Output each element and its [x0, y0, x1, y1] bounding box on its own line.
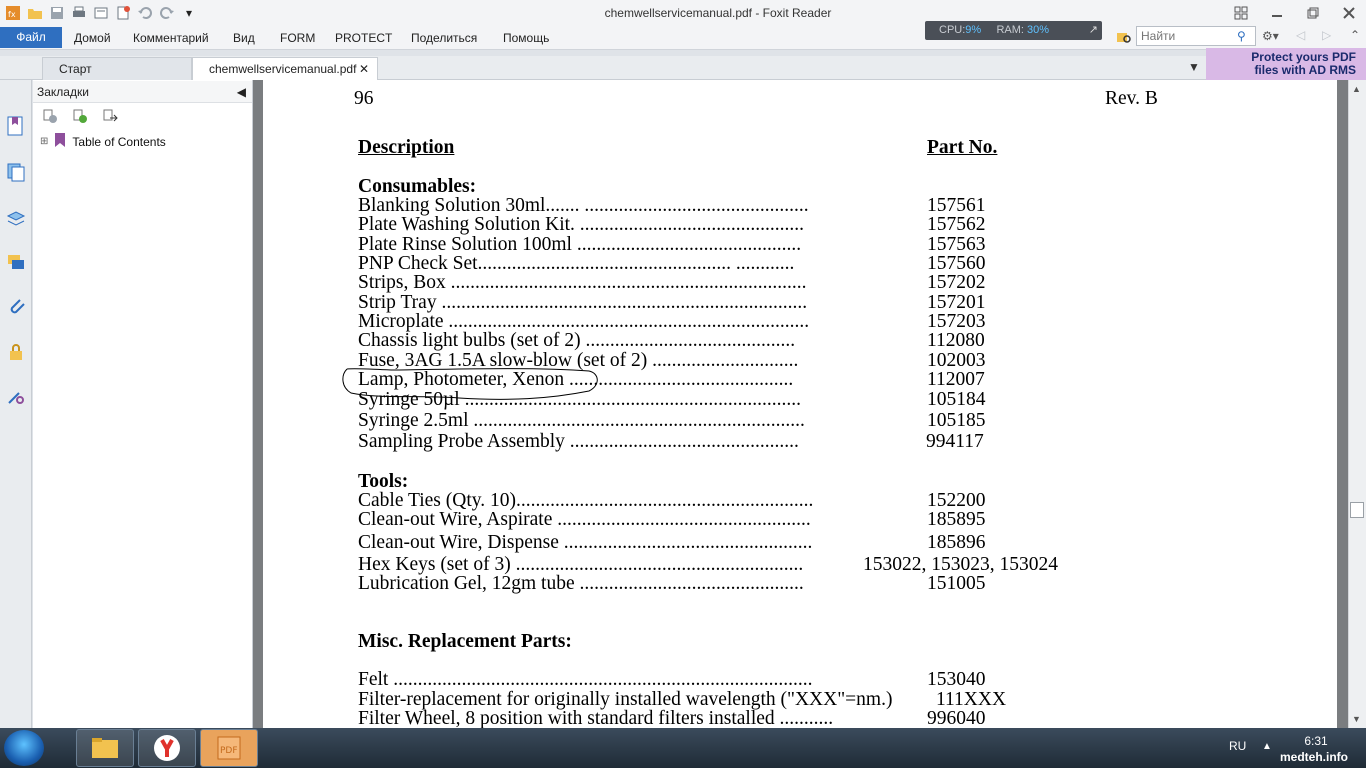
vertical-scrollbar[interactable] [1348, 80, 1366, 728]
part-row [358, 272, 1258, 292]
search-folder-icon[interactable] [1116, 29, 1132, 48]
tab-start[interactable] [42, 57, 192, 80]
part-description: Clean-out Wire, Dispense ................................................... [358, 532, 813, 553]
search-field[interactable] [1136, 26, 1256, 46]
ink-annotation[interactable] [339, 365, 601, 401]
bookmark-icon [54, 132, 66, 151]
tab-start-label: Старт [59, 62, 92, 76]
part-number: 112080 [927, 330, 985, 351]
forward-nav-icon[interactable]: ▷ [1322, 28, 1332, 42]
show-hidden-icons[interactable]: ▲ [1262, 741, 1272, 752]
part-description: Microplate .......................................................................... [358, 311, 810, 332]
part-number: 151005 [927, 573, 986, 594]
tab-document-label: chemwellservicemanual.pdf [209, 62, 357, 76]
menu-share[interactable]: Поделиться [411, 31, 478, 45]
search-input[interactable] [1141, 29, 1237, 43]
security-panel-icon[interactable] [4, 340, 28, 364]
part-number: 994117 [926, 431, 984, 452]
start-button[interactable] [4, 730, 44, 766]
revision: Rev. B [1105, 88, 1158, 109]
section-title: Consumables: [358, 176, 477, 197]
attachments-panel-icon[interactable] [4, 294, 28, 318]
layers-panel-icon[interactable] [4, 206, 28, 230]
svg-text:PDF: PDF [220, 746, 238, 756]
part-description: Felt ...................................................................................... [358, 669, 813, 690]
part-description: Blanking Solution 30ml....... .............................................. [358, 195, 809, 216]
part-number: 157560 [927, 253, 986, 274]
clock[interactable]: 6:31 [1304, 734, 1328, 748]
page-number: 96 [354, 88, 374, 109]
expand-bookmark-icon[interactable] [42, 108, 58, 127]
part-description: Strip Tray ........................................................................... [358, 292, 808, 313]
ram-label: RAM: [996, 24, 1024, 36]
part-number: 153040 [927, 669, 986, 690]
expand-icon[interactable]: ↗ [1088, 24, 1098, 36]
collapse-panel-icon[interactable]: ◀ [236, 85, 246, 99]
part-number: 102003 [927, 350, 986, 371]
part-number: 152200 [927, 490, 986, 511]
menu-home[interactable]: Домой [74, 31, 111, 45]
part-row [358, 195, 1258, 215]
rms-banner-line2: files with AD RMS [1254, 63, 1356, 77]
part-number: 105185 [927, 410, 986, 431]
tab-document[interactable] [192, 57, 378, 80]
part-number: 157561 [927, 195, 986, 216]
part-description: Plate Washing Solution Kit. .............................................. [358, 214, 805, 235]
menu-protect[interactable]: PROTECT [335, 31, 393, 45]
part-number: 157563 [927, 234, 986, 255]
part-row [358, 410, 1258, 430]
cpu-label: CPU: [939, 24, 966, 36]
part-description: Clean-out Wire, Aspirate .................................................... [358, 509, 811, 530]
part-row [358, 490, 1258, 510]
part-description: PNP Check Set.................................................... ............ [358, 253, 795, 274]
menu-file[interactable]: Файл [0, 27, 62, 48]
part-description: Lamp, Photometer, Xenon .............................................. [358, 369, 794, 390]
part-row [358, 689, 1258, 709]
tab-close-icon[interactable]: ✕ [358, 62, 369, 76]
part-description: Fuse, 3AG 1.5A slow-blow (set of 2) .............................. [358, 350, 799, 371]
pages-panel-icon[interactable] [4, 160, 28, 184]
bookmark-label: Table of Contents [72, 134, 166, 149]
part-description: Plate Rinse Solution 100ml .............................................. [358, 234, 802, 255]
part-number: 157202 [927, 272, 986, 293]
part-row [358, 292, 1258, 312]
part-row [358, 509, 1258, 529]
taskbar-explorer[interactable] [76, 729, 134, 767]
part-number: 185895 [927, 509, 986, 530]
taskbar-foxit-reader[interactable] [200, 729, 258, 767]
scroll-down-icon[interactable]: ▼ [1352, 714, 1361, 724]
part-number: 185896 [927, 532, 986, 553]
menu-help[interactable]: Помощь [503, 31, 550, 45]
part-row [358, 234, 1258, 254]
column-header-part-number: Part No. [927, 137, 998, 158]
part-number: 157562 [927, 214, 986, 235]
menu-comment[interactable]: Комментарий [133, 31, 209, 45]
signatures-panel-icon[interactable] [4, 384, 28, 408]
ribbon-collapse-icon[interactable]: ⌃ [1350, 28, 1361, 42]
close-icon[interactable] [1336, 4, 1362, 22]
goto-bookmark-icon[interactable] [102, 108, 118, 127]
rms-banner[interactable] [1206, 48, 1366, 80]
bookmarks-header [33, 81, 252, 103]
language-indicator[interactable]: RU [1229, 739, 1247, 753]
watermark: medteh.info [1280, 750, 1348, 764]
part-number: 996040 [927, 708, 986, 728]
part-number: 111XXX [936, 689, 1007, 710]
comments-panel-icon[interactable] [4, 250, 28, 274]
tab-list-dropdown-icon[interactable]: ▼ [1188, 60, 1200, 74]
add-bookmark-icon[interactable] [72, 108, 88, 127]
part-description: Strips, Box ......................................................................... [358, 272, 807, 293]
bookmarks-toolbar [42, 108, 118, 127]
part-row [358, 669, 1258, 689]
navigation-rail [0, 80, 32, 728]
part-row [358, 311, 1258, 331]
window-controls [1228, 4, 1362, 22]
menu-view[interactable]: Вид [233, 31, 255, 45]
taskbar-yandex-browser[interactable] [138, 729, 196, 767]
tree-expand-icon[interactable]: ⊞ [40, 136, 49, 147]
cpu-value: 9% [965, 24, 982, 36]
part-description: Syringe 50µl ..................................................................... [358, 389, 801, 410]
rms-banner-line1: Protect yours PDF [1251, 50, 1356, 64]
section-title: Misc. Replacement Parts: [358, 631, 572, 652]
bookmarks-panel-icon[interactable] [4, 114, 28, 138]
yandex-browser-icon [153, 734, 181, 762]
part-row [358, 532, 1258, 552]
part-description: Filter-replacement for originally installed wavelength ("XXX"=nm.) [358, 689, 893, 710]
part-number: 112007 [927, 369, 985, 390]
bookmarks-title: Закладки [37, 85, 89, 99]
minimize-icon[interactable] [1264, 4, 1290, 22]
performance-widget [925, 21, 1102, 40]
section-title: Tools: [358, 471, 409, 492]
settings-gear-icon[interactable]: ⚙▾ [1262, 29, 1279, 43]
part-row [358, 708, 1258, 728]
bookmark-item-toc[interactable] [40, 132, 166, 151]
part-description: Lubrication Gel, 12gm tube .............................................. [358, 573, 804, 594]
scroll-up-icon[interactable]: ▲ [1352, 84, 1361, 94]
part-description: Cable Ties (Qty. 10)............................................................. [358, 490, 814, 511]
foxit-pdf-icon [215, 734, 243, 762]
part-row [358, 214, 1258, 234]
part-row [358, 330, 1258, 350]
back-nav-icon[interactable]: ◁ [1296, 28, 1306, 42]
column-header-description: Description [358, 137, 455, 158]
part-description: Filter Wheel, 8 position with standard filters installed ........... [358, 708, 834, 728]
part-row [358, 253, 1258, 273]
ram-value: 30% [1027, 24, 1050, 36]
window-title: chemwellservicemanual.pdf - Foxit Reader [604, 6, 832, 20]
part-row [358, 573, 1258, 593]
menu-form[interactable]: FORM [280, 31, 316, 45]
part-description: Sampling Probe Assembly ............................................... [358, 431, 799, 452]
part-number: 157201 [927, 292, 986, 313]
part-number: 157203 [927, 311, 986, 332]
layout-icon[interactable] [1228, 4, 1254, 22]
part-description: Syringe 2.5ml .................................................................... [358, 410, 805, 431]
folder-icon [90, 736, 120, 760]
part-description: Hex Keys (set of 3) ........................................................... [358, 554, 804, 575]
part-number: 153022, 153023, 153024 [863, 554, 1058, 575]
customize-toolbar-icon[interactable]: ▾ [185, 6, 193, 20]
part-description: Chassis light bulbs (set of 2) ........................................... [358, 330, 796, 351]
restore-icon[interactable] [1300, 4, 1326, 22]
scrollbar-thumb[interactable] [1350, 502, 1364, 518]
bookmarks-panel [33, 80, 253, 728]
part-number: 105184 [927, 389, 986, 410]
pdf-page[interactable] [263, 80, 1337, 728]
part-row [358, 554, 1258, 574]
svg-text:fx: fx [8, 10, 16, 19]
part-row [358, 431, 1258, 451]
search-icon[interactable]: ⚲ [1237, 29, 1246, 43]
